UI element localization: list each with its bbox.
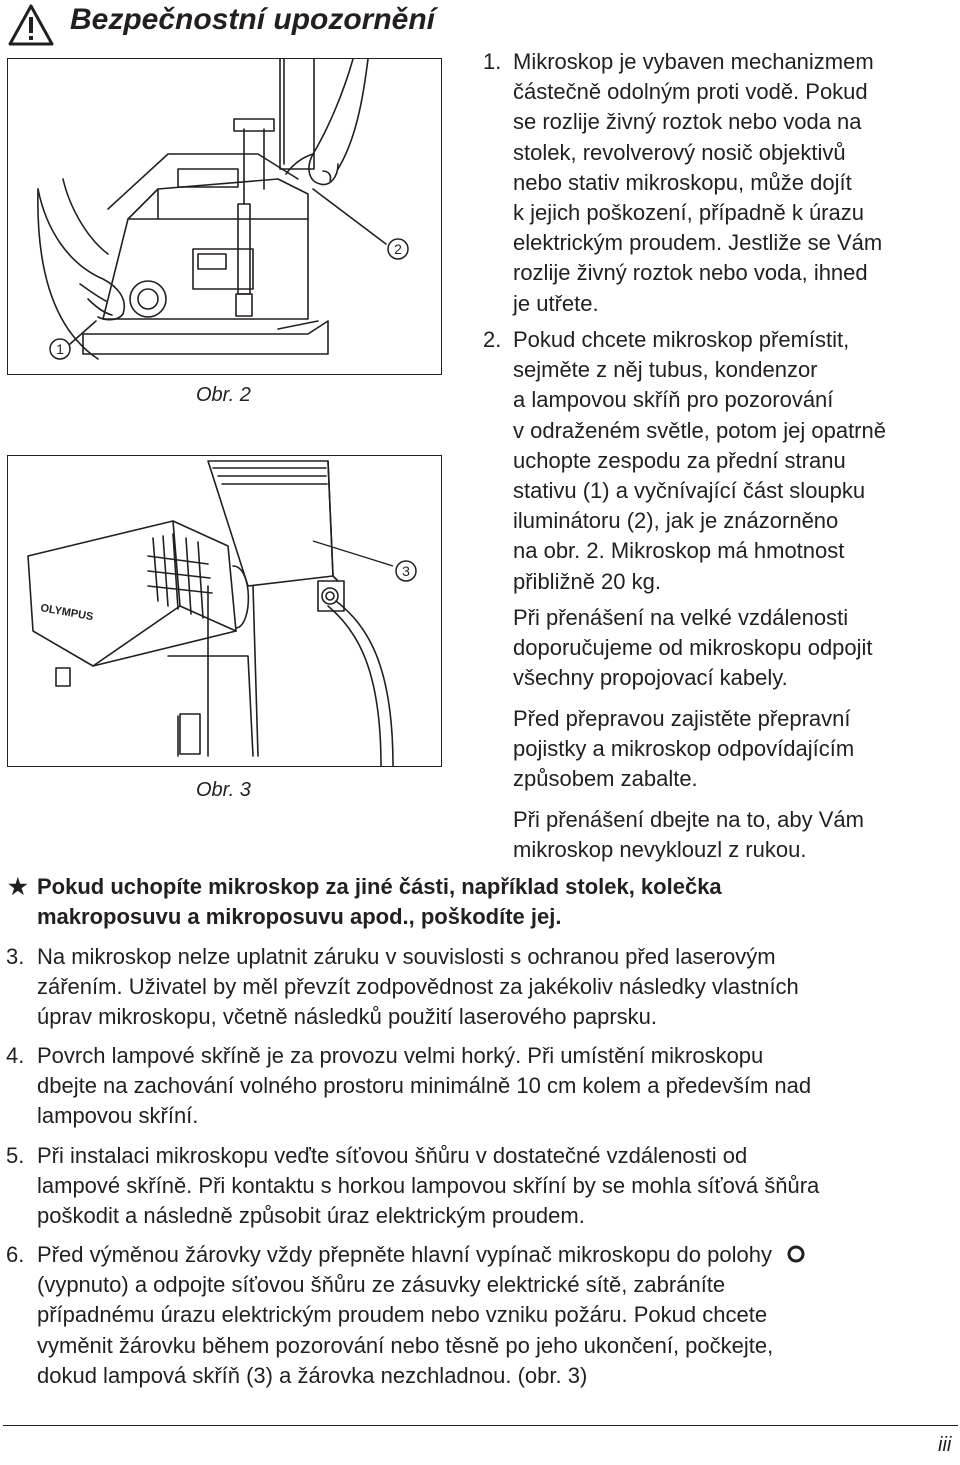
item-6-line-text: Před výměnou žárovky vždy přepněte hlavní vypínač mikroskopu do polohy: [37, 1242, 772, 1267]
figure-3-illustration: [8, 456, 441, 766]
paragraph-line: Při přenášení dbejte na to, aby Vám: [513, 807, 864, 832]
callout-3: 3: [402, 563, 410, 579]
paragraph-line: Před přepravou zajistěte přepravní: [513, 706, 851, 731]
callout-1: 1: [56, 341, 64, 357]
item-5-text: [37, 1141, 958, 1232]
paragraph-line: pojistky a mikroskop odpovídajícím: [513, 736, 855, 762]
item-1-line: rozlije živný roztok nebo voda, ihned: [513, 260, 868, 286]
item-4-line: Povrch lampové skříně je za provozu velmi horký. Při umístění mikroskopu: [37, 1043, 764, 1068]
item-2-line: na obr. 2. Mikroskop má hmotnost: [513, 538, 845, 564]
paragraph-line: doporučujeme od mikroskopu odpojit: [513, 635, 873, 661]
item-1-number: 1.: [483, 49, 502, 74]
item-4-line: dbejte na zachování volného prostoru minimálně 10 cm kolem a především nad: [37, 1073, 812, 1099]
item-5-line: lampové skříně. Při kontaktu s horkou lampovou skříní by se mohla síťová šňůra: [37, 1173, 820, 1199]
figure-3-frame: [7, 455, 442, 767]
item-1-text: [513, 47, 958, 319]
item-2-line: uchopte zespodu za přední stranu: [513, 447, 846, 473]
item-4-line: lampovou skříní.: [37, 1103, 199, 1129]
callout-2: 2: [394, 241, 402, 257]
item-6-line: případnému úrazu elektrickým proudem nebo vzniku požáru. Pokud chcete: [37, 1302, 768, 1328]
item-1-line: nebo stativ mikroskopu, může dojít: [513, 169, 852, 195]
item-1-line: k jejich poškození, případně k úrazu: [513, 200, 864, 226]
olympus-brand-label: OLYMPUS: [39, 602, 95, 624]
handling-paragraph: [513, 805, 958, 865]
paragraph-line: způsobem zabalte.: [513, 766, 698, 792]
item-2-line: přibližně 20 kg.: [513, 568, 661, 594]
item-1-line: je utřete.: [513, 290, 599, 316]
figure-2-illustration: [8, 59, 441, 374]
star-note: [37, 872, 958, 932]
star-bullet-icon: ★: [8, 874, 28, 899]
paragraph-line: mikroskop nevyklouzl z rukou.: [513, 837, 807, 863]
paragraph-line: všechny propojovací kabely.: [513, 665, 788, 691]
item-6-line: dokud lampová skříň (3) a žárovka nezchladnou. (obr. 3): [37, 1362, 588, 1388]
item-6-line: [37, 1240, 958, 1270]
page-number: iii: [938, 1434, 952, 1456]
paragraph-line: Při přenášení na velké vzdálenosti: [513, 605, 849, 630]
warning-triangle-icon: [8, 4, 54, 46]
packing-paragraph: [513, 704, 958, 795]
item-3-line: zářením. Uživatel by měl převzít zodpovědnost za jakékoliv následky vlastních: [37, 974, 799, 1000]
item-6-text: [37, 1240, 958, 1391]
item-2-number: 2.: [483, 327, 502, 352]
transport-paragraph: [513, 603, 958, 694]
item-2-line: v odraženém světle, potom jej opatrně: [513, 417, 886, 443]
item-2-line: stativu (1) a vyčnívající část sloupku: [513, 478, 866, 504]
item-5-number: 5.: [6, 1143, 25, 1168]
item-5-line: Při instalaci mikroskopu veďte síťovou šňůru v dostatečné vzdálenosti od: [37, 1143, 748, 1168]
item-4-number: 4.: [6, 1043, 25, 1068]
item-2-line: Pokud chcete mikroskop přemístit,: [513, 327, 850, 352]
item-4-text: [37, 1041, 958, 1132]
item-6-line: (vypnuto) a odpojte síťovou šňůru ze zásuvky elektrické sítě, zabráníte: [37, 1272, 726, 1298]
power-off-circle-icon: [786, 1244, 806, 1264]
item-3-line: úprav mikroskopu, včetně následků použití laserového paprsku.: [37, 1004, 658, 1030]
item-1-line: elektrickým proudem. Jestliže se Vám: [513, 230, 883, 256]
item-2-text: [513, 325, 958, 597]
item-1-line: Mikroskop je vybaven mechanizmem: [513, 49, 874, 74]
item-3-line: Na mikroskop nelze uplatnit záruku v souvislosti s ochranou před laserovým: [37, 944, 776, 969]
item-1-line: částečně odolným proti vodě. Pokud: [513, 79, 868, 105]
footer-rule: [3, 1425, 958, 1426]
star-note-line: makroposuvu a mikroposuvu apod., poškodíte jej.: [37, 904, 562, 930]
item-6-line: vyměnit žárovku během pozorování nebo těsně po jeho ukončení, počkejte,: [37, 1332, 774, 1358]
item-2-line: sejměte z něj tubus, kondenzor: [513, 357, 818, 383]
item-1-line: se rozlije živný roztok nebo voda na: [513, 109, 862, 135]
figure-2-caption: Obr. 2: [196, 384, 251, 406]
item-2-line: iluminátoru (2), jak je znázorněno: [513, 508, 839, 534]
item-3-text: [37, 942, 958, 1033]
item-2-line: a lampovou skříň pro pozorování: [513, 387, 834, 413]
item-3-number: 3.: [6, 944, 25, 969]
figure-3-caption: Obr. 3: [196, 779, 251, 801]
item-1-line: stolek, revolverový nosič objektivů: [513, 139, 846, 165]
figure-2-frame: [7, 58, 442, 375]
item-5-line: poškodit a následně způsobit úraz elektrickým proudem.: [37, 1203, 585, 1229]
item-6-number: 6.: [6, 1242, 25, 1267]
star-note-line: Pokud uchopíte mikroskop za jiné části, například stolek, kolečka: [37, 874, 722, 899]
page-title: Bezpečnostní upozornění: [70, 3, 436, 36]
